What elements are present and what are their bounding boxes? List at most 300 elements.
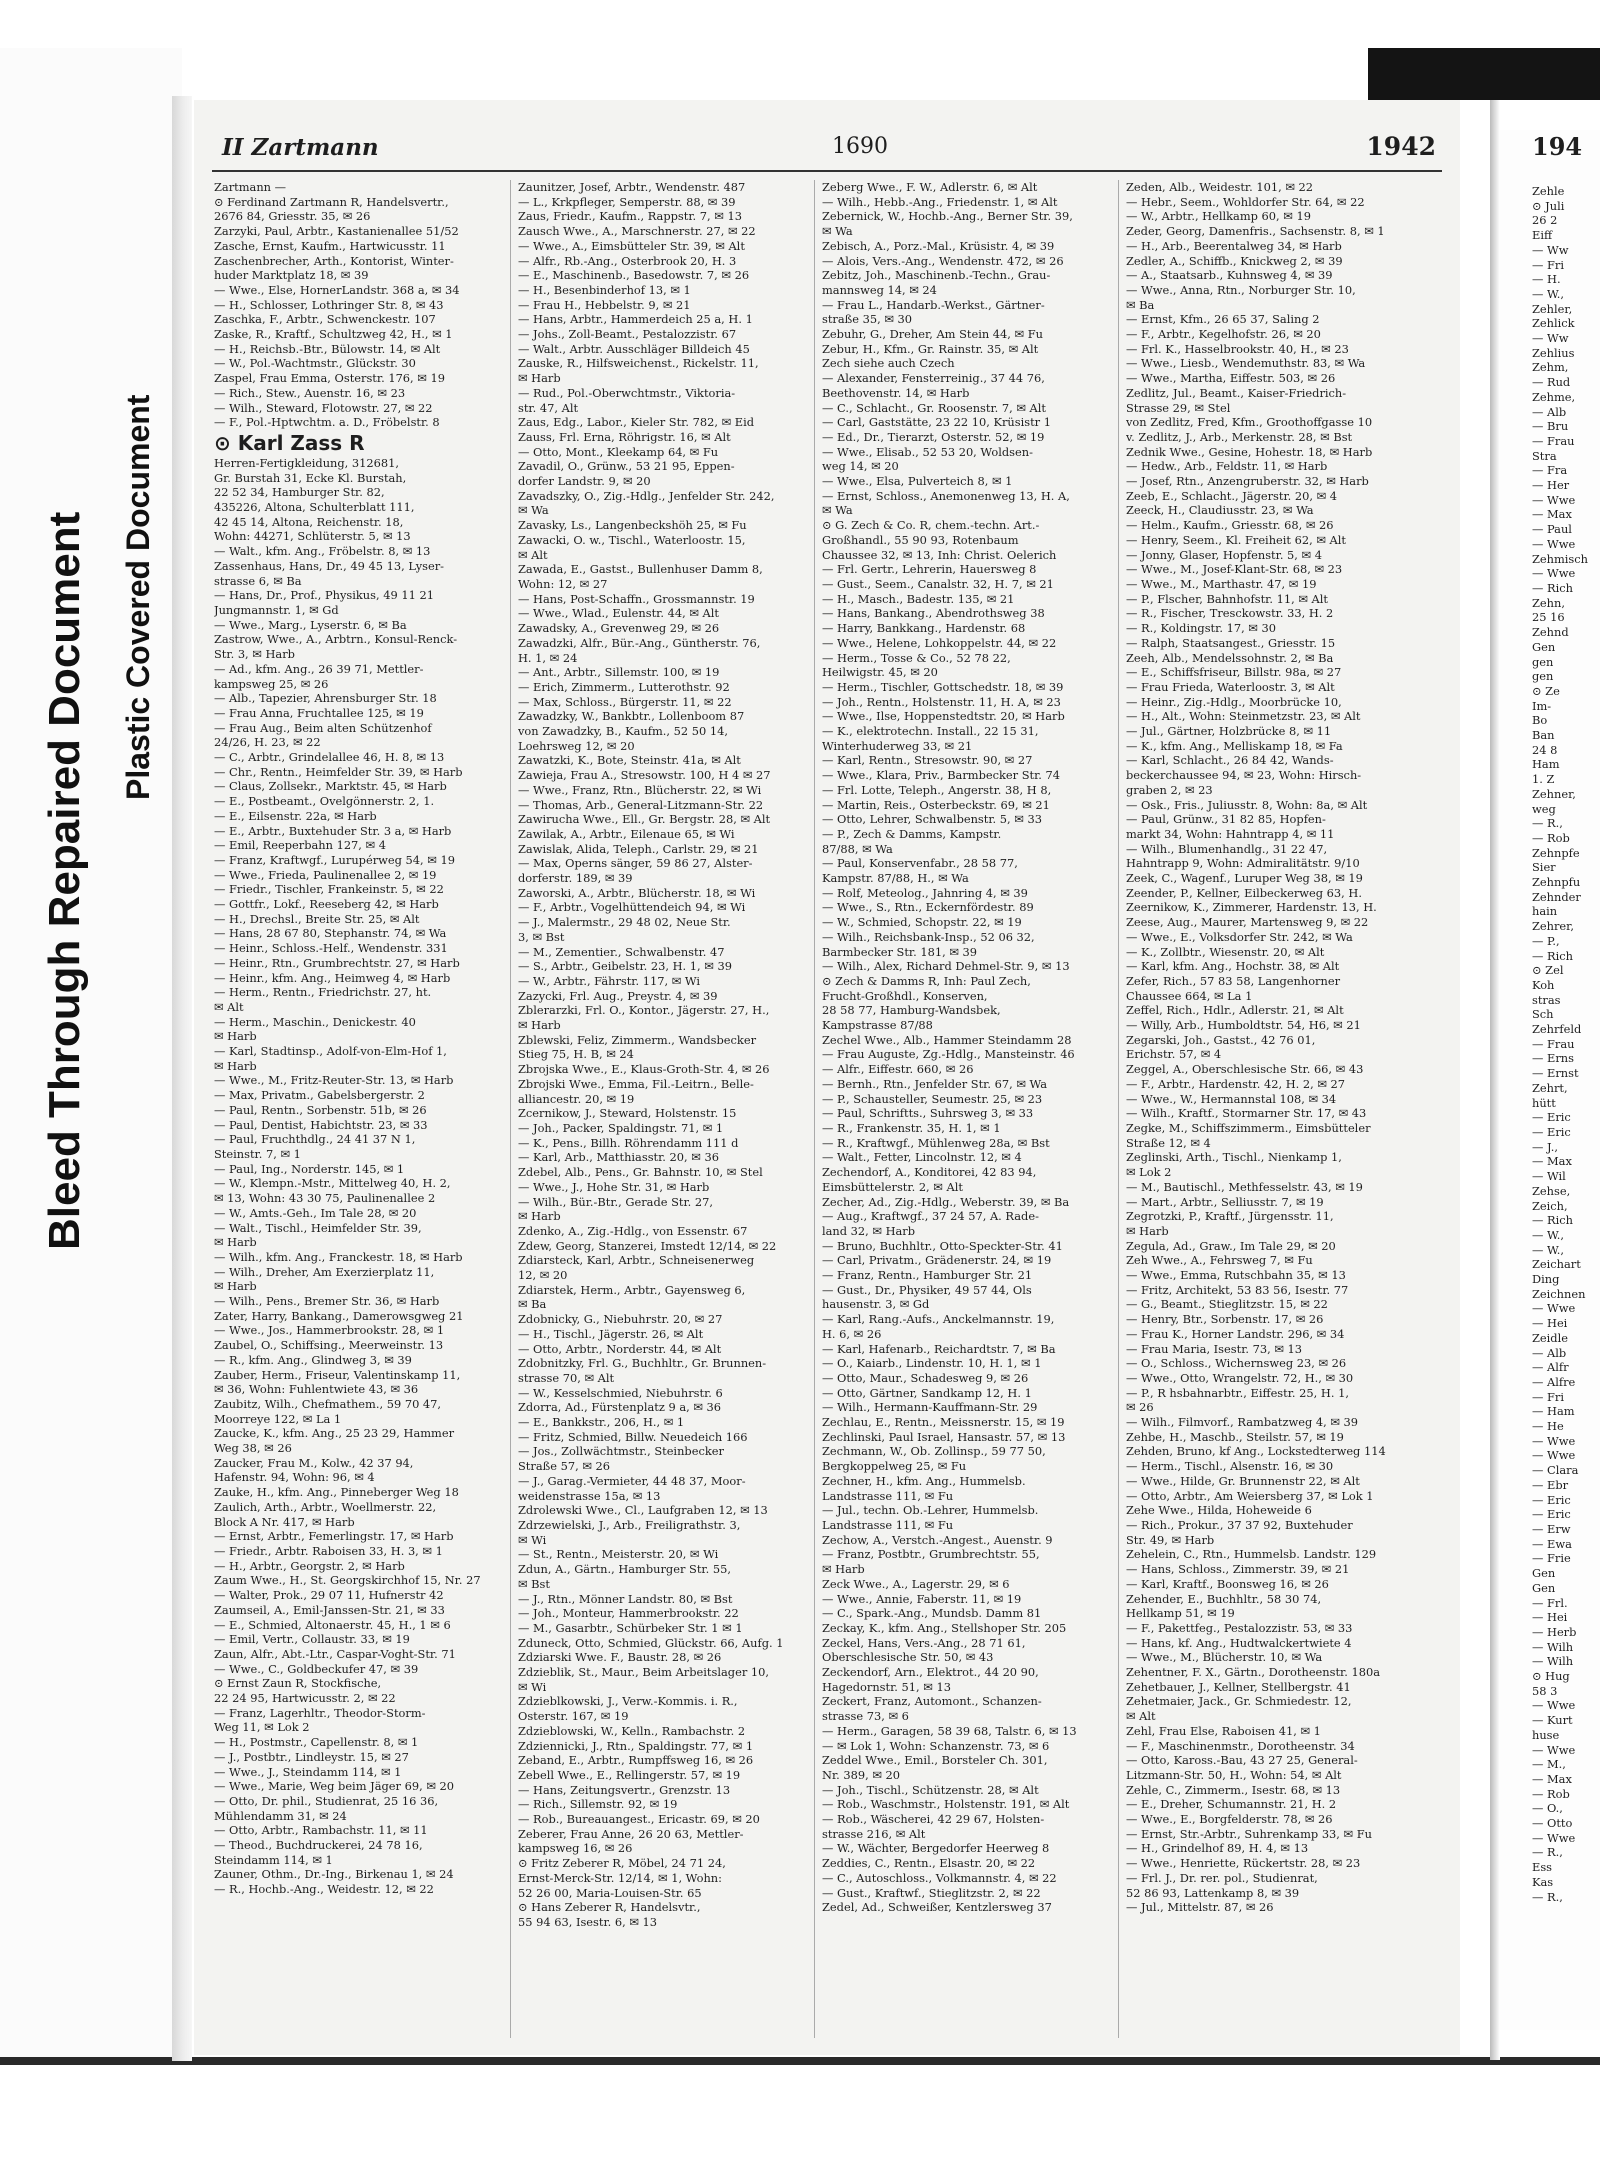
directory-entry: — Wwe., Hilde, Gr. Brunnenstr 22, ✉ Alt xyxy=(1126,1473,1360,1488)
directory-entry: — Walter, Prok., 29 07 11, Hufnerstr 42 xyxy=(214,1588,444,1603)
directory-entry: — Rich., Sillemstr. 92, ✉ 19 xyxy=(518,1797,678,1812)
directory-entry: — Paul, Dentist, Habichtstr. 23, ✉ 33 xyxy=(214,1117,428,1132)
directory-entry: Zeck Wwe., A., Lagerstr. 29, ✉ 6 xyxy=(822,1576,1010,1591)
directory-entry: — Wwe., C., Goldbeckufer 47, ✉ 39 xyxy=(214,1661,419,1676)
directory-entry: — Helm., Kaufm., Griesstr. 68, ✉ 26 xyxy=(1126,518,1334,533)
directory-entry: — Mart., Arbtr., Selliusstr. 7, ✉ 19 xyxy=(1126,1194,1324,1209)
next-page-entry: — Ham xyxy=(1532,1404,1575,1419)
directory-entry: Osterstr. 167, ✉ 19 xyxy=(518,1709,629,1724)
directory-entry: Zeckay, K., kfm. Ang., Stellshoper Str. 205 xyxy=(822,1620,1067,1635)
directory-entry: 42 45 14, Altona, Reichenstr. 18, xyxy=(214,514,404,529)
directory-entry: — Friedr., Tischler, Frankeinstr. 5, ✉ 22 xyxy=(214,882,444,897)
directory-entry: ✉ Harb xyxy=(214,1058,257,1073)
directory-entry: Eimsbüttelerstr. 2, ✉ Alt xyxy=(822,1179,963,1194)
next-page-entry: 1. Z xyxy=(1532,772,1555,787)
directory-entry: — Otto, Gärtner, Sandkamp 12, H. 1 xyxy=(822,1385,1032,1400)
directory-entry: — O., Kaiarb., Lindenstr. 10, H. 1, ✉ 1 xyxy=(822,1356,1042,1371)
directory-entry: — J., Garag.-Vermieter, 44 48 37, Moor- xyxy=(518,1473,746,1488)
directory-entry: — E., Schmied, Altonaerstr. 45, H., 1 ✉ 6 xyxy=(214,1617,451,1632)
directory-entry: Zechmann, W., Ob. Zollinsp., 59 77 50, xyxy=(822,1444,1046,1459)
directory-entry: ✉ Harb xyxy=(214,1235,257,1250)
next-page-entry: stras xyxy=(1532,992,1561,1007)
directory-entry: ✉ Lok 2 xyxy=(1126,1165,1172,1180)
directory-entry: — Wilh., Kraftf., Stormarner Str. 17, ✉ 43 xyxy=(1126,1106,1367,1121)
directory-entry: — Wwe., Annie, Faberstr. 11, ✉ 19 xyxy=(822,1591,1022,1606)
next-page-entry: huse xyxy=(1532,1727,1560,1742)
directory-entry: — Max, Schloss., Bürgerstr. 11, ✉ 22 xyxy=(518,694,732,709)
directory-entry: — Wwe., M., Josef-Klant-Str. 68, ✉ 23 xyxy=(1126,562,1343,577)
directory-entry: Zavadszky, O., Zig.-Hdlg., Jenfelder Str. 242, xyxy=(518,488,775,503)
next-page-entry: — Fri xyxy=(1532,257,1565,272)
next-page-entry: — O., xyxy=(1532,1801,1563,1816)
directory-entry: Zavasky, Ls., Langenbeckshöh 25, ✉ Fu xyxy=(518,518,747,533)
next-page-entry: — W., xyxy=(1532,1242,1564,1257)
next-page-entry: Zehme, xyxy=(1532,389,1576,404)
directory-entry: Zehetmaier, Jack., Gr. Schmiedestr. 12, xyxy=(1126,1694,1352,1709)
directory-entry: — F., Pol.-Hptwchtm. a. D., Fröbelstr. 8 xyxy=(214,415,440,430)
directory-entry: Zefer, Rich., 57 83 58, Langenhorner xyxy=(1126,973,1341,988)
directory-entry: — Ant., Arbtr., Sillemstr. 100, ✉ 19 xyxy=(518,665,720,680)
directory-entry: — Fritz, Schmied, Billw. Neuedeich 166 xyxy=(518,1429,748,1444)
directory-entry: — Otto, Kaross.-Bau, 43 27 25, General- xyxy=(1126,1753,1358,1768)
directory-entry: — Jul., techn. Ob.-Lehrer, Hummelsb. xyxy=(822,1503,1039,1518)
directory-entry: — Otto, Arbtr., Rambachstr. 11, ✉ 11 xyxy=(214,1823,428,1838)
directory-entry: 52 26 00, Maria-Louisen-Str. 65 xyxy=(518,1885,702,1900)
directory-entry: — Karl, kfm. Ang., Hochstr. 38, ✉ Alt xyxy=(1126,959,1340,974)
directory-entry: Zartmann — xyxy=(214,180,287,194)
directory-entry: — Gust., Seem., Canalstr. 32, H. 7, ✉ 21 xyxy=(822,576,1054,591)
directory-entry: — Max, Operns sänger, 59 86 27, Alster- xyxy=(518,856,753,871)
directory-entry: — L., Krkpfleger, Semperstr. 88, ✉ 39 xyxy=(518,194,736,209)
directory-entry: ⊙ Ferdinand Zartmann R, Handelsvertr., xyxy=(214,194,449,209)
directory-entry: Kampstr. 87/88, H., ✉ Wa xyxy=(822,871,969,886)
directory-entry: Zawilak, A., Arbtr., Eilenaue 65, ✉ Wi xyxy=(518,826,735,841)
directory-entry: Zeder, Georg, Damenfris., Sachsenstr. 8, ✉ 1 xyxy=(1126,224,1385,239)
directory-entry: strasse 216, ✉ Alt xyxy=(822,1826,926,1841)
directory-entry: Straße 12, ✉ 4 xyxy=(1126,1135,1211,1150)
side-label-bleed-through: Bleed Through Repaired Document xyxy=(40,511,89,1250)
next-page-entry: — Wwe xyxy=(1532,1830,1576,1845)
next-page-entry: — Wwe xyxy=(1532,566,1576,581)
scan-dark-corner xyxy=(1368,48,1600,100)
directory-entry: Zawada, E., Gastst., Bullenhuser Damm 8, xyxy=(518,562,763,577)
directory-entry: Zeglinski, Arth., Tischl., Nienkamp 1, xyxy=(1126,1150,1342,1165)
directory-column-1 xyxy=(214,180,502,2038)
directory-entry: Landstrasse 111, ✉ Fu xyxy=(822,1488,954,1503)
directory-entry: Zassenhaus, Hans, Dr., 49 45 13, Lyser- xyxy=(214,558,445,573)
directory-entry: — Bruno, Buchhltr., Otto-Speckter-Str. 41 xyxy=(822,1238,1063,1253)
directory-entry: Zausch Wwe., A., Marschnerstr. 27, ✉ 22 xyxy=(518,224,756,239)
directory-entry: — J., Postbtr., Lindleystr. 15, ✉ 27 xyxy=(214,1749,409,1764)
directory-entry: Zawadsky, A., Grevenweg 29, ✉ 26 xyxy=(518,621,720,636)
directory-entry: — Hans, Arbtr., Hammerdeich 25 a, H. 1 xyxy=(518,312,753,327)
directory-entry: — W., Schmied, Schopstr. 22, ✉ 19 xyxy=(822,915,1022,930)
directory-entry: — St., Rentn., Meisterstr. 20, ✉ Wi xyxy=(518,1547,719,1562)
next-page-entry: — J., xyxy=(1532,1139,1558,1154)
directory-entry: — Franz, Postbtr., Grumbrechtstr. 55, xyxy=(822,1547,1040,1562)
directory-entry: — Wwe., M., Blücherstr. 10, ✉ Wa xyxy=(1126,1650,1323,1665)
next-page-entry: Ban xyxy=(1532,728,1555,743)
directory-entry: ✉ Alt xyxy=(518,547,548,562)
directory-entry: mannsweg 14, ✉ 24 xyxy=(822,282,937,297)
directory-entry: ⊙ Hans Zeberer R, Handelsvtr., xyxy=(518,1900,701,1915)
directory-entry: dorferstr. 189, ✉ 39 xyxy=(518,871,633,886)
directory-entry: — Herm., Tischl., Alsenstr. 16, ✉ 30 xyxy=(1126,1459,1334,1474)
directory-entry: — W., Arbtr., Fährstr. 117, ✉ Wi xyxy=(518,973,701,988)
column-divider xyxy=(1118,180,1119,2038)
directory-entry: — Frau Anna, Fruchtallee 125, ✉ 19 xyxy=(214,705,424,720)
directory-entry: — H., Arb., Beerentalweg 34, ✉ Harb xyxy=(1126,238,1342,253)
next-page-entry: — Wwe xyxy=(1532,492,1576,507)
directory-entry: Erichstr. 57, ✉ 4 xyxy=(1126,1047,1222,1062)
scan-left-margin xyxy=(0,48,182,2063)
directory-entry: Zbrojski Wwe., Emma, Fil.-Leitrn., Belle- xyxy=(518,1076,754,1091)
directory-entry: ✉ Harb xyxy=(822,1562,865,1577)
directory-entry: — Paul, Ing., Norderstr. 145, ✉ 1 xyxy=(214,1161,405,1176)
directory-entry: Zeek, C., Wagenf., Luruper Weg 38, ✉ 19 xyxy=(1126,871,1363,886)
next-page-entry: — Eric xyxy=(1532,1507,1571,1522)
directory-entry: Zdzieblowski, W., Kelln., Rambachstr. 2 xyxy=(518,1723,746,1738)
directory-entry: — Rolf, Meteolog., Jahnring 4, ✉ 39 xyxy=(822,885,1028,900)
next-page-entry: — R., xyxy=(1532,1889,1563,1904)
directory-entry: Zauske, R., Hilfsweichenst., Rickelstr. 11, xyxy=(518,356,759,371)
directory-entry: ✉ Wi xyxy=(518,1532,547,1547)
next-page-entry: Stra xyxy=(1532,448,1557,463)
next-page-entry: Zehlius xyxy=(1532,345,1575,360)
next-page-entry: Bo xyxy=(1532,713,1548,728)
directory-entry: Herren-Fertigkleidung, 312681, xyxy=(214,455,399,470)
next-page-entry: ⊙ Hug xyxy=(1532,1669,1570,1684)
next-page-entry: — Hei xyxy=(1532,1316,1568,1331)
next-page-entry: — Ewa xyxy=(1532,1536,1572,1551)
directory-entry: — Franz, Kraftwgf., Lurupérweg 54, ✉ 19 xyxy=(214,852,455,867)
header-running-title: II Zartmann xyxy=(222,134,379,161)
directory-entry: Zawatzki, K., Bote, Steinstr. 41a, ✉ Alt xyxy=(518,753,741,768)
directory-entry: — Alfr., Eiffestr. 660, ✉ 26 xyxy=(822,1062,974,1077)
next-page-entry: — W., xyxy=(1532,1227,1564,1242)
next-page-entry: Zehse, xyxy=(1532,1183,1571,1198)
directory-entry: ✉ Ba xyxy=(1126,297,1155,312)
directory-entry: Zegarski, Joh., Gastst., 42 76 01, xyxy=(1126,1032,1316,1047)
directory-entry: Zechlinski, Paul Israel, Hansastr. 57, ✉ 13 xyxy=(822,1429,1066,1444)
directory-entry: — W., Kesselschmied, Niebuhrstr. 6 xyxy=(518,1385,723,1400)
next-page-entry: 24 8 xyxy=(1532,742,1558,757)
directory-entry: — Osk., Fris., Juliusstr. 8, Wohn: 8a, ✉ Alt xyxy=(1126,797,1368,812)
next-page-entry: Gen xyxy=(1532,639,1556,654)
directory-entry: ⊙ G. Zech & Co. R, chem.-techn. Art.- xyxy=(822,518,1040,533)
directory-entry: — Rob., Bureauangest., Ericastr. 69, ✉ 20 xyxy=(518,1812,760,1827)
directory-entry: von Zawadzky, B., Kaufm., 52 50 14, xyxy=(518,724,728,739)
directory-entry: Zechendorf, A., Konditorei, 42 83 94, xyxy=(822,1165,1037,1180)
directory-entry: Zebernick, W., Hochb.-Ang., Berner Str. 39, xyxy=(822,209,1073,224)
directory-entry: — F., Arbtr., Vogelhüttendeich 94, ✉ Wi xyxy=(518,900,746,915)
directory-entry: — W., Arbtr., Hellkamp 60, ✉ 19 xyxy=(1126,209,1311,224)
directory-entry: — Hans, Bankang., Abendrothsweg 38 xyxy=(822,606,1045,621)
directory-entry: markt 34, Wohn: Hahntrapp 4, ✉ 11 xyxy=(1126,826,1335,841)
directory-entry: weg 14, ✉ 20 xyxy=(822,459,899,474)
directory-entry: str. 47, Alt xyxy=(518,400,579,415)
directory-entry: — Martin, Reis., Osterbeckstr. 69, ✉ 21 xyxy=(822,797,1050,812)
directory-entry: — Alexander, Fensterreinig., 37 44 76, xyxy=(822,371,1045,386)
next-page-entry: — Wilh xyxy=(1532,1639,1574,1654)
directory-entry: Zeband, E., Arbtr., Rumpffsweg 16, ✉ 26 xyxy=(518,1753,754,1768)
next-page-entry: — Max xyxy=(1532,1154,1572,1169)
directory-entry: — Max, Privatm., Gabelsbergerstr. 2 xyxy=(214,1088,425,1103)
directory-entry: Bergkoppelweg 25, ✉ Fu xyxy=(822,1459,967,1474)
directory-entry: — H., Grindelhof 89, H. 4, ✉ 13 xyxy=(1126,1841,1309,1856)
directory-entry: — Wwe., Frieda, Paulinenallee 2, ✉ 19 xyxy=(214,867,437,882)
directory-entry: — Jul., Mittelstr. 87, ✉ 26 xyxy=(1126,1900,1274,1915)
directory-entry: graben 2, ✉ 23 xyxy=(1126,782,1213,797)
directory-entry: Zechner, H., kfm. Ang., Hummelsb. xyxy=(822,1473,1026,1488)
directory-entry: Hellkamp 51, ✉ 19 xyxy=(1126,1606,1235,1621)
directory-entry: Zechel Wwe., Alb., Hammer Steindamm 28 xyxy=(822,1032,1072,1047)
next-page-entry: Zeidle xyxy=(1532,1330,1568,1345)
directory-entry: — Wilh., Hermann-Kauffmann-Str. 29 xyxy=(822,1400,1038,1415)
directory-entry: Zastrow, Wwe., A., Arbtrn., Konsul-Renck- xyxy=(214,632,458,647)
directory-entry: Zaucke, K., kfm. Ang., 25 23 29, Hammer xyxy=(214,1426,455,1441)
directory-entry: — Hans, Dr., Prof., Physikus, 49 11 21 xyxy=(214,588,434,603)
directory-entry: ✉ Harb xyxy=(518,1018,561,1033)
directory-entry: Zauner, Othm., Dr.-Ing., Birkenau 1, ✉ 24 xyxy=(214,1867,454,1882)
directory-entry: — Walt., Tischl., Heimfelder Str. 39, xyxy=(214,1220,422,1235)
next-page-entry: — Rud xyxy=(1532,375,1571,390)
directory-entry: kampsweg 16, ✉ 26 xyxy=(518,1841,633,1856)
directory-entry: — C., Autoschloss., Volkmannstr. 4, ✉ 22 xyxy=(822,1870,1057,1885)
directory-entry: — Henry, Btr., Sorbenstr. 17, ✉ 26 xyxy=(1126,1312,1324,1327)
directory-entry: — E., Eilsenstr. 22a, ✉ Harb xyxy=(214,808,377,823)
directory-entry: Zduneck, Otto, Schmied, Glückstr. 66, Aufg. 1 xyxy=(518,1635,784,1650)
next-page-entry: Zehrt, xyxy=(1532,1080,1568,1095)
directory-entry: — Heinr., kfm. Ang., Heimweg 4, ✉ Harb xyxy=(214,970,451,985)
next-page-entry: Zehler, xyxy=(1532,301,1573,316)
next-page-entry: — Ww xyxy=(1532,242,1569,257)
directory-entry: Zedel, Ad., Schweißer, Kentzlersweg 37 xyxy=(822,1900,1052,1915)
directory-entry: Barmbecker Str. 181, ✉ 39 xyxy=(822,944,977,959)
directory-entry: — Wwe., Martha, Eiffestr. 503, ✉ 26 xyxy=(1126,371,1336,386)
directory-entry: Zawirucha Wwe., Ell., Gr. Bergstr. 28, ✉ Alt xyxy=(518,812,771,827)
directory-entry: — Karl, Hafenarb., Reichardtstr. 7, ✉ Ba xyxy=(822,1341,1056,1356)
directory-entry: Litzmann-Str. 50, H., Wohn: 54, ✉ Alt xyxy=(1126,1767,1342,1782)
directory-entry: — P., Zech & Damms, Kampstr. xyxy=(822,826,1002,841)
directory-entry: — Wilh., Steward, Flotowstr. 27, ✉ 22 xyxy=(214,400,433,415)
directory-entry: — Wwe., S., Rtn., Eckernfördestr. 89 xyxy=(822,900,1034,915)
directory-entry: Zauke, H., kfm. Ang., Pinneberger Weg 18 xyxy=(214,1485,459,1500)
directory-entry: Zeeh, Alb., Mendelssohnstr. 2, ✉ Ba xyxy=(1126,650,1334,665)
directory-entry: — Wwe., Helene, Lohkoppelstr. 44, ✉ 22 xyxy=(822,635,1057,650)
directory-entry: Zauber, Herm., Friseur, Valentinskamp 11, xyxy=(214,1367,461,1382)
directory-entry: — Wwe., Marg., Lyserstr. 6, ✉ Ba xyxy=(214,617,407,632)
next-page-entry: Kas xyxy=(1532,1874,1554,1889)
directory-entry: dorfer Landstr. 9, ✉ 20 xyxy=(518,474,651,489)
next-page-entry: — Wwe xyxy=(1532,1448,1576,1463)
directory-entry: Zegrotzki, P., Kraftf., Jürgensstr. 11, xyxy=(1126,1209,1334,1224)
directory-entry: ✉ Bst xyxy=(518,1576,550,1591)
directory-entry: — J., Malermstr., 29 48 02, Neue Str. xyxy=(518,915,731,930)
directory-entry: ✉ Harb xyxy=(518,1209,561,1224)
next-page-entry: — Wilh xyxy=(1532,1654,1574,1669)
directory-entry: — Rob., Wäscherei, 42 29 67, Holsten- xyxy=(822,1812,1045,1827)
directory-entry: — Frau Aug., Beim alten Schützenhof xyxy=(214,720,432,735)
directory-entry: ✉ Alt xyxy=(1126,1709,1156,1724)
directory-entry: — Friedr., Arbtr. Raboisen 33, H. 3, ✉ 1 xyxy=(214,1543,443,1558)
directory-entry: — Claus, Zollsekr., Marktstr. 45, ✉ Harb xyxy=(214,779,447,794)
directory-entry: ⊙ Fritz Zeberer R, Möbel, 24 71 24, xyxy=(518,1856,726,1871)
directory-entry: Strasse 29, ✉ Stel xyxy=(1126,400,1231,415)
directory-entry: Zblewski, Feliz, Zimmerm., Wandsbecker xyxy=(518,1032,757,1047)
column-divider xyxy=(510,180,511,2038)
directory-entry: alliancestr. 20, ✉ 19 xyxy=(518,1091,635,1106)
directory-entry: Zaworski, A., Arbtr., Blücherstr. 18, ✉ Wi xyxy=(518,885,756,900)
directory-entry: — R., kfm. Ang., Glindweg 3, ✉ 39 xyxy=(214,1352,412,1367)
directory-entry: Zawacki, O. w., Tischl., Waterloostr. 15, xyxy=(518,532,746,547)
directory-entry: — Karl, Kraftf., Boonsweg 16, ✉ 26 xyxy=(1126,1576,1329,1591)
directory-entry: Moorreye 122, ✉ La 1 xyxy=(214,1411,342,1426)
directory-entry: — A., Staatsarb., Kuhnsweg 4, ✉ 39 xyxy=(1126,268,1333,283)
directory-entry: ⊙ Ernst Zaun R, Stockfische, xyxy=(214,1676,382,1691)
directory-entry: 3, ✉ Bst xyxy=(518,929,565,944)
directory-entry: Kampstrasse 87/88 xyxy=(822,1018,933,1033)
directory-entry: — Herm., Maschin., Denickestr. 40 xyxy=(214,1014,416,1029)
directory-entry: Zaulich, Arth., Arbtr., Woellmerstr. 22, xyxy=(214,1499,437,1514)
next-page-entry: Zehm, xyxy=(1532,360,1569,375)
directory-entry: ✉ Harb xyxy=(214,1029,257,1044)
directory-entry: huder Marktplatz 18, ✉ 39 xyxy=(214,268,369,283)
directory-entry: — E., Maschinenb., Basedowstr. 7, ✉ 26 xyxy=(518,268,750,283)
directory-entry: Winterhuderweg 33, ✉ 21 xyxy=(822,738,973,753)
directory-entry: — Gust., Dr., Physiker, 49 57 44, Ols xyxy=(822,1282,1032,1297)
directory-entry: — E., Postbeamt., Ovelgönnerstr. 2, 1. xyxy=(214,794,435,809)
next-page-entry: Zehrer, xyxy=(1532,919,1574,934)
next-page-entry: 25 16 xyxy=(1532,610,1565,625)
next-page-entry: Zehrfeld xyxy=(1532,1022,1582,1037)
directory-entry: H. 6, ✉ 26 xyxy=(822,1326,882,1341)
directory-entry: — Erich, Zimmerm., Lutterothstr. 92 xyxy=(518,679,730,694)
directory-entry: Weg 11, ✉ Lok 2 xyxy=(214,1720,310,1735)
directory-entry: ✉ Wa xyxy=(822,503,853,518)
next-page-entry: — Her xyxy=(1532,478,1570,493)
directory-entry: — Wilh., Pens., Bremer Str. 36, ✉ Harb xyxy=(214,1294,440,1309)
page-gutter-shadow xyxy=(172,96,192,2061)
next-page-entry: — Rich xyxy=(1532,948,1573,963)
directory-entry: kampsweg 25, ✉ 26 xyxy=(214,676,329,691)
directory-entry: — K., Pens., Billh. Röhrendamm 111 d xyxy=(518,1135,739,1150)
directory-entry: Zblerarzki, Frl. O., Kontor., Jägerstr. 27, H., xyxy=(518,1003,770,1018)
directory-entry: ✉ Alt xyxy=(214,999,244,1014)
directory-entry: — Wwe., Elsa, Pulverteich 8, ✉ 1 xyxy=(822,474,1013,489)
directory-entry: — Ralph, Staatsangest., Griesstr. 15 xyxy=(1126,635,1336,650)
directory-entry: — Wilh., Reichsbank-Insp., 52 06 32, xyxy=(822,929,1035,944)
directory-entry: ⊙ Zech & Damms R, Inh: Paul Zech, xyxy=(822,973,1031,988)
next-page-entry: — Max xyxy=(1532,1771,1572,1786)
header-page-number: 1690 xyxy=(832,134,888,159)
directory-entry: strasse 70, ✉ Alt xyxy=(518,1370,615,1385)
directory-entry: ✉ Harb xyxy=(518,371,561,386)
directory-entry: — R., Hochb.-Ang., Weidestr. 12, ✉ 22 xyxy=(214,1882,434,1897)
next-page-entry: — Max xyxy=(1532,507,1572,522)
directory-entry: Zaun, Alfr., Abt.-Ltr., Caspar-Voght-Str. 71 xyxy=(214,1646,456,1661)
next-page-entry: — Wil xyxy=(1532,1169,1566,1184)
next-page-entry: Koh xyxy=(1532,977,1555,992)
directory-entry: Mühlendamm 31, ✉ 24 xyxy=(214,1808,347,1823)
directory-entry: — K., elektrotechn. Install., 22 15 31, xyxy=(822,724,1039,739)
directory-entry: Zehden, Bruno, kf Ang., Lockstedterweg 114 xyxy=(1126,1444,1386,1459)
directory-entry: — Wwe., J., Steindamm 114, ✉ 1 xyxy=(214,1764,402,1779)
directory-entry: Zegke, M., Schiffszimmerm., Eimsbütteler xyxy=(1126,1121,1371,1135)
directory-entry: — Hans, Schloss., Zimmerstr. 39, ✉ 21 xyxy=(1126,1562,1350,1577)
directory-entry: Zeeb, E., Schlacht., Jägerstr. 20, ✉ 4 xyxy=(1126,488,1338,503)
next-page-entry: ⊙ Juli xyxy=(1532,198,1565,213)
directory-entry: — K., kfm. Ang., Melliskamp 18, ✉ Fa xyxy=(1126,738,1343,753)
directory-entry: Zehentner, F. X., Gärtn., Dorotheenstr. 180a xyxy=(1126,1665,1381,1680)
directory-entry: straße 35, ✉ 30 xyxy=(822,312,913,327)
directory-entry: Zawieja, Frau A., Stresowstr. 100, H 4 ✉ 27 xyxy=(518,768,771,783)
directory-entry: Zeddies, C., Rentn., Elsastr. 20, ✉ 22 xyxy=(822,1856,1036,1871)
directory-entry: Zeberer, Frau Anne, 26 20 63, Mettler- xyxy=(518,1826,744,1841)
directory-entry: ✉ Ba xyxy=(518,1297,547,1312)
directory-entry: Zeckendorf, Arn., Elektrot., 44 20 90, xyxy=(822,1665,1039,1680)
directory-entry: — Frl. K., Hasselbrookstr. 40, H., ✉ 23 xyxy=(1126,341,1349,356)
directory-entry: H. 1, ✉ 24 xyxy=(518,650,578,665)
directory-entry: — ✉ Lok 1, Wohn: Schanzenstr. 73, ✉ 6 xyxy=(822,1738,1050,1753)
directory-entry: von Zedlitz, Fred, Kfm., Groothoffgasse 10 xyxy=(1126,415,1373,430)
directory-entry: — Wwe., W., Hermannstal 108, ✉ 34 xyxy=(1126,1091,1337,1106)
directory-entry: Großhandl., 55 90 93, Rotenbaum xyxy=(822,532,1019,547)
directory-entry: — R., Frankenstr. 35, H. 1, ✉ 1 xyxy=(822,1121,1001,1135)
directory-entry: Zeckel, Hans, Vers.-Ang., 28 71 61, xyxy=(822,1635,1026,1650)
next-page-entry: Ess xyxy=(1532,1860,1553,1875)
directory-entry: — Gust., Kraftwf., Stieglitzstr. 2, ✉ 22 xyxy=(822,1885,1041,1900)
directory-entry: — Hebr., Seem., Wohldorfer Str. 64, ✉ 22 xyxy=(1126,194,1365,209)
directory-entry: Zdrolewski Wwe., Cl., Laufgraben 12, ✉ 13 xyxy=(518,1503,768,1518)
directory-entry: — H., Schlosser, Lothringer Str. 8, ✉ 43 xyxy=(214,297,444,312)
directory-entry: — Frl. Lotte, Teleph., Angerstr. 38, H 8, xyxy=(822,782,1052,797)
directory-entry: — Wwe., Jos., Hammerbrookstr. 28, ✉ 1 xyxy=(214,1323,445,1338)
next-page-entry: Gen xyxy=(1532,1566,1556,1581)
directory-entry: — F., Arbtr., Kegelhofstr. 26, ✉ 20 xyxy=(1126,327,1321,342)
directory-entry: Hagedornstr. 51, ✉ 13 xyxy=(822,1679,951,1694)
next-page-entry: — Wwe xyxy=(1532,1301,1576,1316)
directory-entry: Wohn: 12, ✉ 27 xyxy=(518,576,608,591)
directory-entry: — Heinr., Zig.-Hdlg., Moorbrücke 10, xyxy=(1126,694,1342,709)
directory-entry: — Hedw., Arb., Feldstr. 11, ✉ Harb xyxy=(1126,459,1328,474)
directory-entry: — Hans, Post-Schaffn., Grossmannstr. 19 xyxy=(518,591,755,606)
directory-entry: Zehetbauer, J., Kellner, Stellbergstr. 41 xyxy=(1126,1679,1351,1694)
directory-entry: Zeckert, Franz, Automont., Schanzen- xyxy=(822,1694,1042,1709)
directory-entry: Zech siehe auch Czech xyxy=(822,356,955,371)
directory-entry: — F., Arbtr., Hardenstr. 42, H. 2, ✉ 27 xyxy=(1126,1076,1346,1091)
next-page-entry: — Alfre xyxy=(1532,1374,1576,1389)
directory-entry: 52 86 93, Lattenkamp 8, ✉ 39 xyxy=(1126,1885,1300,1900)
directory-entry: — Wwe., E., Borgfelderstr. 78, ✉ 26 xyxy=(1126,1812,1333,1827)
directory-entry: Str. 3, ✉ Harb xyxy=(214,647,295,662)
directory-entry: Zeddel Wwe., Emil., Borsteler Ch. 301, xyxy=(822,1753,1048,1768)
directory-entry: — Walt., kfm. Ang., Fröbelstr. 8, ✉ 13 xyxy=(214,544,431,559)
next-page-entry: Zehnpfu xyxy=(1532,875,1581,890)
directory-entry: — Otto, Dr. phil., Studienrat, 25 16 36, xyxy=(214,1793,439,1808)
next-page-entry: ⊙ Ze xyxy=(1532,683,1560,698)
directory-entry: — Chr., Rentn., Heimfelder Str. 39, ✉ Harb xyxy=(214,764,463,779)
directory-entry: — E., Arbtr., Buxtehuder Str. 3 a, ✉ Harb xyxy=(214,823,452,838)
directory-entry: Zdziennicki, J., Rtn., Spaldingstr. 77, ✉ 1 xyxy=(518,1738,754,1753)
directory-entry: — Wilh., Bür.-Btr., Gerade Str. 27, xyxy=(518,1194,714,1209)
directory-entry: — P., Schausteller, Seumestr. 25, ✉ 23 xyxy=(822,1091,1043,1106)
directory-entry: — Wwe., Klara, Priv., Barmbecker Str. 74 xyxy=(822,768,1061,783)
directory-entry: Steinstr. 7, ✉ 1 xyxy=(214,1147,301,1161)
next-page-entry: — Clara xyxy=(1532,1463,1579,1478)
directory-entry: — Wwe., E., Volksdorfer Str. 242, ✉ Wa xyxy=(1126,929,1353,944)
next-page-entry: — Frie xyxy=(1532,1551,1571,1566)
